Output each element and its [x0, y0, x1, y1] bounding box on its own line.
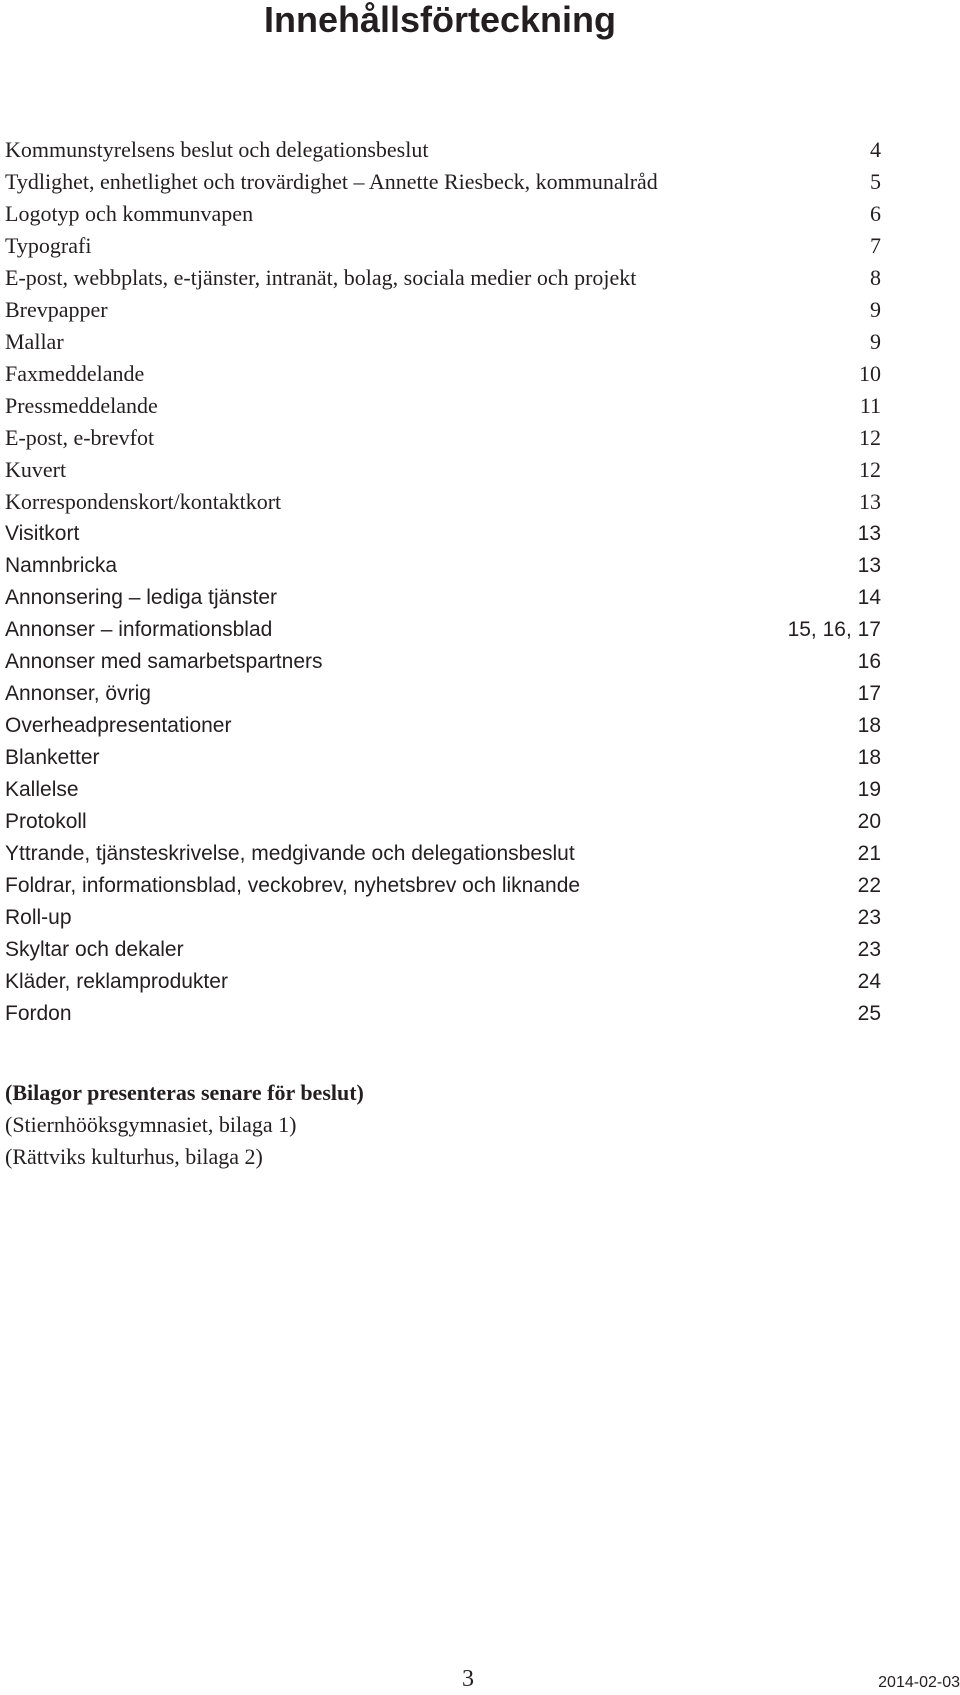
toc-entry-page: 13	[857, 554, 881, 577]
toc-entry-label: Roll-up	[5, 906, 72, 929]
toc-entry	[5, 646, 881, 678]
toc-entry-page: 7	[870, 233, 881, 258]
toc-entry	[5, 774, 881, 806]
appendix-item: (Stiernhööksgymnasiet, bilaga 1)	[5, 1112, 297, 1137]
toc-entry-label: E-post, webbplats, e-tjänster, intranät, bolag, sociala medier och projekt	[5, 265, 637, 290]
toc-entry	[5, 902, 881, 934]
toc-entry-page: 9	[870, 329, 881, 354]
toc-entry-label: Kläder, reklamprodukter	[5, 970, 228, 993]
table-of-contents	[5, 134, 881, 1030]
toc-entry-page: 17	[857, 682, 881, 705]
toc-entry-label: Faxmeddelande	[5, 361, 145, 386]
page-title: Innehållsförteckning	[263, 0, 617, 40]
toc-entry-page: 20	[857, 810, 881, 833]
toc-entry	[5, 454, 881, 486]
toc-entry	[5, 294, 881, 326]
toc-entry-label: Blanketter	[5, 746, 100, 769]
toc-entry-label: Annonser med samarbetspartners	[5, 650, 323, 673]
toc-entry	[5, 742, 881, 774]
toc-entry-label: Foldrar, informationsblad, veckobrev, nyhetsbrev och liknande	[5, 874, 581, 897]
toc-entry-label: Logotyp och kommunvapen	[5, 201, 254, 226]
toc-entry-label: Pressmeddelande	[5, 393, 158, 418]
toc-entry-page: 14	[857, 586, 881, 609]
toc-entry-label: Annonser, övrig	[5, 682, 151, 705]
toc-entry-page: 13	[857, 522, 881, 545]
toc-entry-label: Protokoll	[5, 810, 87, 833]
toc-entry	[5, 870, 881, 902]
appendix-heading: (Bilagor presenteras senare för beslut)	[5, 1080, 364, 1105]
toc-entry-label: Kommunstyrelsens beslut och delegationsbeslut	[5, 137, 429, 162]
toc-entry-page: 25	[857, 1002, 881, 1025]
toc-entry-page: 18	[857, 746, 881, 769]
toc-entry	[5, 134, 881, 166]
toc-entry-label: Annonsering – lediga tjänster	[5, 586, 278, 609]
toc-entry	[5, 390, 881, 422]
toc-entry	[5, 326, 881, 358]
toc-entry-label: Visitkort	[5, 522, 80, 545]
toc-entry-label: Namnbricka	[5, 554, 118, 577]
toc-entry-page: 11	[859, 393, 881, 418]
toc-entry	[5, 358, 881, 390]
toc-entry-page: 24	[857, 970, 881, 993]
toc-entry-page: 15, 16, 17	[787, 618, 881, 641]
toc-entry	[5, 614, 881, 646]
toc-entry-label: Yttrande, tjänsteskrivelse, medgivande och delegationsbeslut	[5, 842, 575, 865]
toc-entry	[5, 166, 881, 198]
toc-entry	[5, 966, 881, 998]
toc-entry-page: 16	[857, 650, 881, 673]
toc-entry-page: 6	[870, 201, 881, 226]
footer-date: 2014-02-03	[878, 1674, 960, 1691]
toc-entry-label: Tydlighet, enhetlighet och trovärdighet – Annette Riesbeck, kommunalråd	[5, 169, 658, 194]
toc-entry-label: Kallelse	[5, 778, 79, 801]
toc-entry-page: 8	[870, 265, 881, 290]
toc-entry-page: 21	[857, 842, 881, 865]
toc-entry	[5, 422, 881, 454]
footer-page-number: 3	[462, 1666, 474, 1692]
toc-entry-page: 23	[857, 938, 881, 961]
toc-entry-label: Mallar	[5, 329, 64, 354]
toc-entry	[5, 998, 881, 1030]
toc-entry-page: 12	[859, 425, 881, 450]
toc-entry-label: Annonser – informationsblad	[5, 618, 273, 641]
toc-entry-page: 5	[870, 169, 881, 194]
toc-entry-page: 10	[859, 361, 881, 386]
toc-entry	[5, 550, 881, 582]
appendix-section	[5, 1077, 881, 1173]
toc-entry	[5, 806, 881, 838]
toc-entry	[5, 486, 881, 518]
toc-entry-label: Skyltar och dekaler	[5, 938, 184, 961]
toc-entry-label: Overheadpresentationer	[5, 714, 232, 737]
toc-entry-page: 19	[857, 778, 881, 801]
toc-entry-label: E-post, e-brevfot	[5, 425, 155, 450]
toc-entry	[5, 838, 881, 870]
toc-entry-label: Typografi	[5, 233, 92, 258]
toc-entry-label: Korrespondenskort/kontaktkort	[5, 489, 282, 514]
toc-entry	[5, 678, 881, 710]
toc-entry-page: 4	[870, 137, 881, 162]
toc-entry-page: 13	[859, 489, 881, 514]
toc-entry	[5, 198, 881, 230]
toc-entry	[5, 582, 881, 614]
toc-entry	[5, 710, 881, 742]
toc-entry-page: 23	[857, 906, 881, 929]
toc-entry-label: Fordon	[5, 1002, 72, 1025]
toc-entry-page: 12	[859, 457, 881, 482]
appendix-item: (Rättviks kulturhus, bilaga 2)	[5, 1144, 263, 1169]
toc-entry	[5, 262, 881, 294]
toc-entry-label: Kuvert	[5, 457, 67, 482]
toc-entry-page: 22	[857, 874, 881, 897]
toc-entry	[5, 934, 881, 966]
toc-entry-page: 18	[857, 714, 881, 737]
toc-entry	[5, 230, 881, 262]
toc-entry-label: Brevpapper	[5, 297, 108, 322]
toc-entry-page: 9	[870, 297, 881, 322]
toc-entry	[5, 518, 881, 550]
